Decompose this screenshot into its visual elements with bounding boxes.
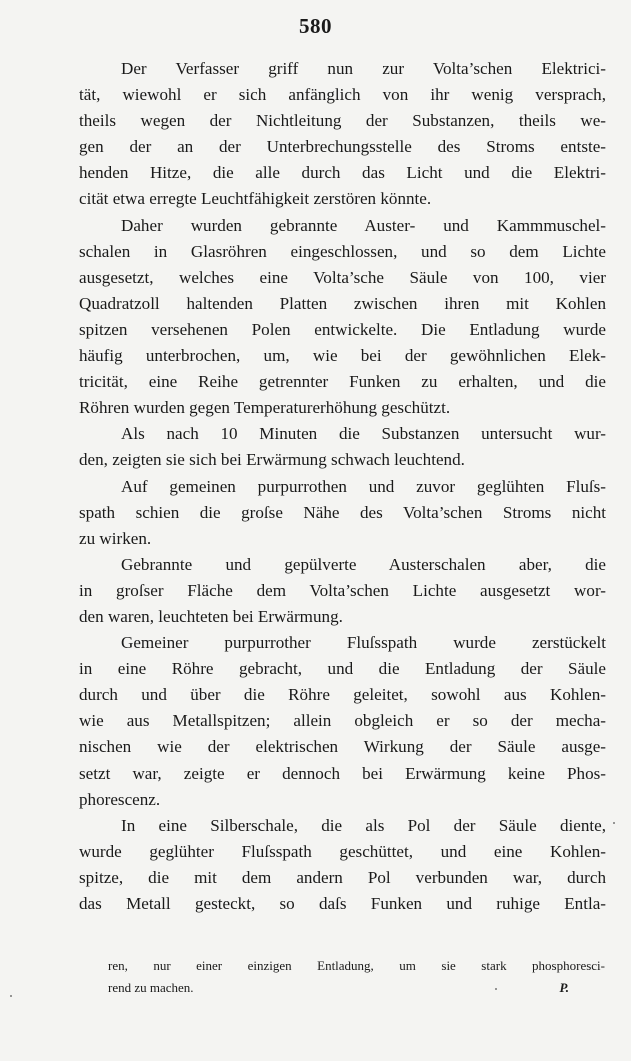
text-line: den, zeigten sie sich bei Erwärmung schwach leuchtend. [79, 450, 465, 470]
text-line: phorescenz. [79, 789, 161, 809]
text-line: Daher wurden gebrannte Auster- und Kammmuschel- [121, 215, 606, 235]
text-line: nischen wie der elektrischen Wirkung der Säule ausge- [79, 737, 606, 757]
print-speck [10, 995, 12, 997]
text-line: Quadratzoll haltenden Platten zwischen ihren mit Kohlen [79, 293, 606, 313]
footnote-line: rend zu machen. [108, 980, 194, 995]
text-line: wie aus Metallspitzen; allein obgleich er so der mecha- [79, 711, 606, 731]
text-line: Gemeiner purpurrother Fluſsspath wurde zerstückelt [121, 633, 606, 653]
text-line: Der Verfasser griff nun zur Volta’schen Elektrici- [121, 59, 606, 78]
text-line: spath schien die groſse Nähe des Volta’schen Stroms nicht [79, 502, 606, 522]
text-line: zu wirken. [79, 528, 152, 548]
text-line: In eine Silberschale, die als Pol der Säule diente, [121, 815, 606, 835]
footnote-line: ren, nur einer einzigen Entladung, um sie stark phosphoresci- [108, 958, 605, 973]
print-speck [495, 988, 497, 990]
text-line: spitzen versehenen Polen entwickelte. Die Entladung wurde [79, 319, 606, 339]
text-line: schalen in Glasröhren eingeschlossen, und so dem Lichte [79, 241, 606, 261]
text-line: den waren, leuchteten bei Erwärmung. [79, 606, 343, 626]
page-number: 580 [299, 14, 332, 38]
text-line: henden Hitze, die alle durch das Licht und die Elektri- [79, 163, 606, 183]
text-line: setzt war, zeigte er dennoch bei Erwärmung keine Phos- [79, 763, 606, 783]
text-line: häufig unterbrochen, um, wie bei der gewöhnlichen Elek- [79, 346, 606, 366]
text-line: cität etwa erregte Leuchtfähigkeit zerstören könnte. [79, 189, 432, 209]
text-line: tricität, eine Reihe getrennter Funken zu erhalten, und die [79, 372, 606, 392]
body-text [79, 56, 606, 917]
footnote-signature: P. [559, 980, 569, 995]
print-speck [613, 822, 615, 824]
text-line: Als nach 10 Minuten die Substanzen untersucht wur- [121, 424, 606, 444]
text-line: gen der an der Unterbrechungsstelle des Stroms entste- [79, 137, 606, 157]
text-line: durch und über die Röhre geleitet, sowohl aus Kohlen- [79, 685, 606, 705]
text-line: Gebrannte und gepülverte Austerschalen aber, die [121, 554, 606, 574]
text-line: ausgesetzt, welches eine Volta’sche Säule von 100, vier [79, 267, 606, 287]
text-line: wurde geglühter Fluſsspath geschüttet, und eine Kohlen- [79, 841, 606, 861]
text-line: theils wegen der Nichtleitung der Substanzen, theils we- [79, 111, 606, 131]
text-line: Auf gemeinen purpurrothen und zuvor geglühten Fluſs- [121, 476, 606, 496]
footnote [108, 955, 605, 999]
text-line: tät, wiewohl er sich anfänglich von ihr wenig versprach, [79, 85, 606, 105]
text-line: Röhren wurden gegen Temperaturerhöhung geschützt. [79, 398, 451, 418]
text-line: in groſser Fläche dem Volta’schen Lichte ausgesetzt wor- [79, 580, 606, 600]
text-line: in eine Röhre gebracht, und die Entladung der Säule [79, 659, 606, 679]
text-line: spitze, die mit dem andern Pol verbunden war, durch [79, 867, 606, 887]
footnote-last-line [108, 977, 605, 999]
text-line: das Metall gesteckt, so daſs Funken und ruhige Entla- [79, 894, 606, 913]
